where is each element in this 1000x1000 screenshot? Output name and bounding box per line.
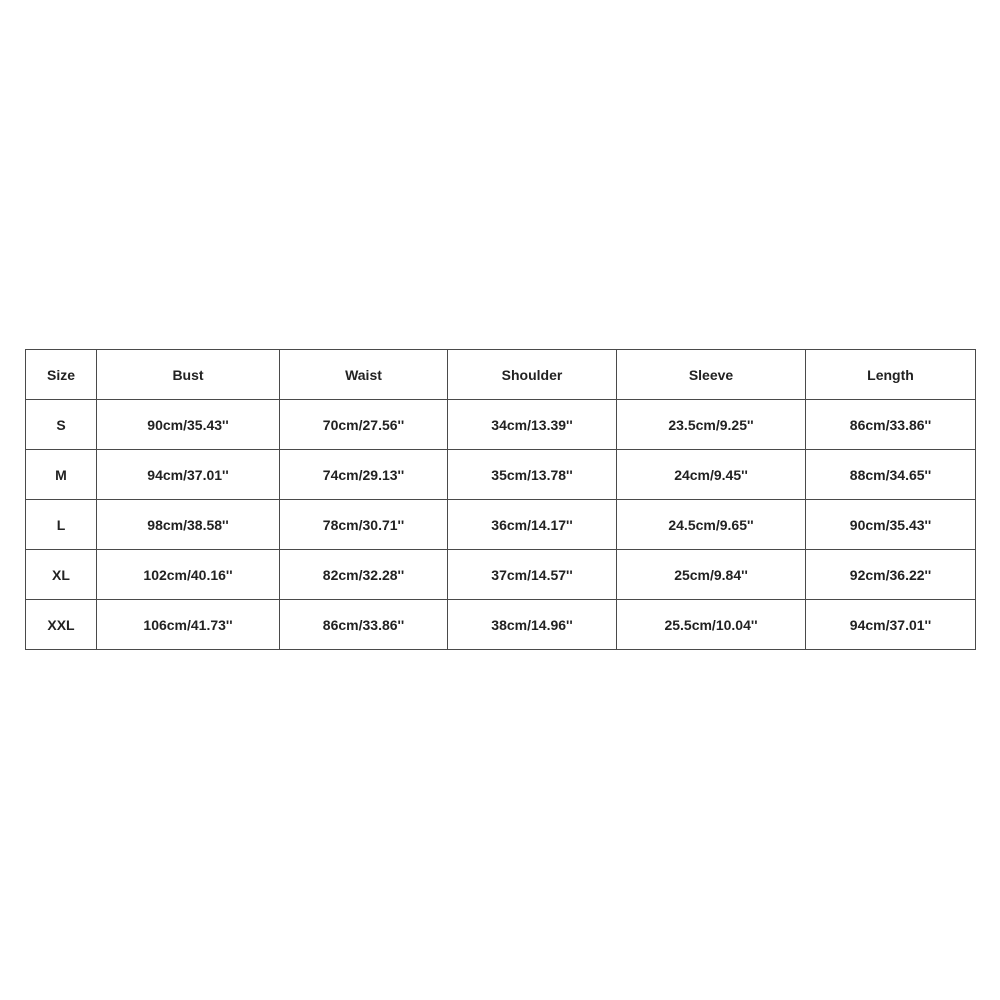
cell-waist: 86cm/33.86'': [280, 600, 448, 650]
table-row: [26, 450, 976, 500]
cell-bust: 102cm/40.16'': [97, 550, 280, 600]
table-row: [26, 600, 976, 650]
cell-bust: 106cm/41.73'': [97, 600, 280, 650]
cell-bust: 98cm/38.58'': [97, 500, 280, 550]
cell-sleeve: 23.5cm/9.25'': [617, 400, 806, 450]
cell-bust: 94cm/37.01'': [97, 450, 280, 500]
cell-shoulder: 37cm/14.57'': [448, 550, 617, 600]
cell-length: 92cm/36.22'': [806, 550, 976, 600]
cell-waist: 82cm/32.28'': [280, 550, 448, 600]
header-size: Size: [26, 350, 97, 400]
table-header-row: [26, 350, 976, 400]
cell-size: M: [26, 450, 97, 500]
cell-sleeve: 25.5cm/10.04'': [617, 600, 806, 650]
cell-length: 94cm/37.01'': [806, 600, 976, 650]
cell-waist: 74cm/29.13'': [280, 450, 448, 500]
table-row: [26, 550, 976, 600]
header-length: Length: [806, 350, 976, 400]
cell-size: S: [26, 400, 97, 450]
cell-length: 90cm/35.43'': [806, 500, 976, 550]
cell-shoulder: 38cm/14.96'': [448, 600, 617, 650]
cell-shoulder: 36cm/14.17'': [448, 500, 617, 550]
cell-bust: 90cm/35.43'': [97, 400, 280, 450]
header-waist: Waist: [280, 350, 448, 400]
cell-sleeve: 24.5cm/9.65'': [617, 500, 806, 550]
cell-shoulder: 35cm/13.78'': [448, 450, 617, 500]
cell-length: 88cm/34.65'': [806, 450, 976, 500]
header-sleeve: Sleeve: [617, 350, 806, 400]
cell-size: XXL: [26, 600, 97, 650]
cell-waist: 70cm/27.56'': [280, 400, 448, 450]
cell-sleeve: 25cm/9.84'': [617, 550, 806, 600]
cell-waist: 78cm/30.71'': [280, 500, 448, 550]
table-row: [26, 400, 976, 450]
size-chart-table: [25, 349, 976, 650]
cell-length: 86cm/33.86'': [806, 400, 976, 450]
header-shoulder: Shoulder: [448, 350, 617, 400]
table-row: [26, 500, 976, 550]
cell-size: XL: [26, 550, 97, 600]
cell-sleeve: 24cm/9.45'': [617, 450, 806, 500]
cell-size: L: [26, 500, 97, 550]
header-bust: Bust: [97, 350, 280, 400]
cell-shoulder: 34cm/13.39'': [448, 400, 617, 450]
